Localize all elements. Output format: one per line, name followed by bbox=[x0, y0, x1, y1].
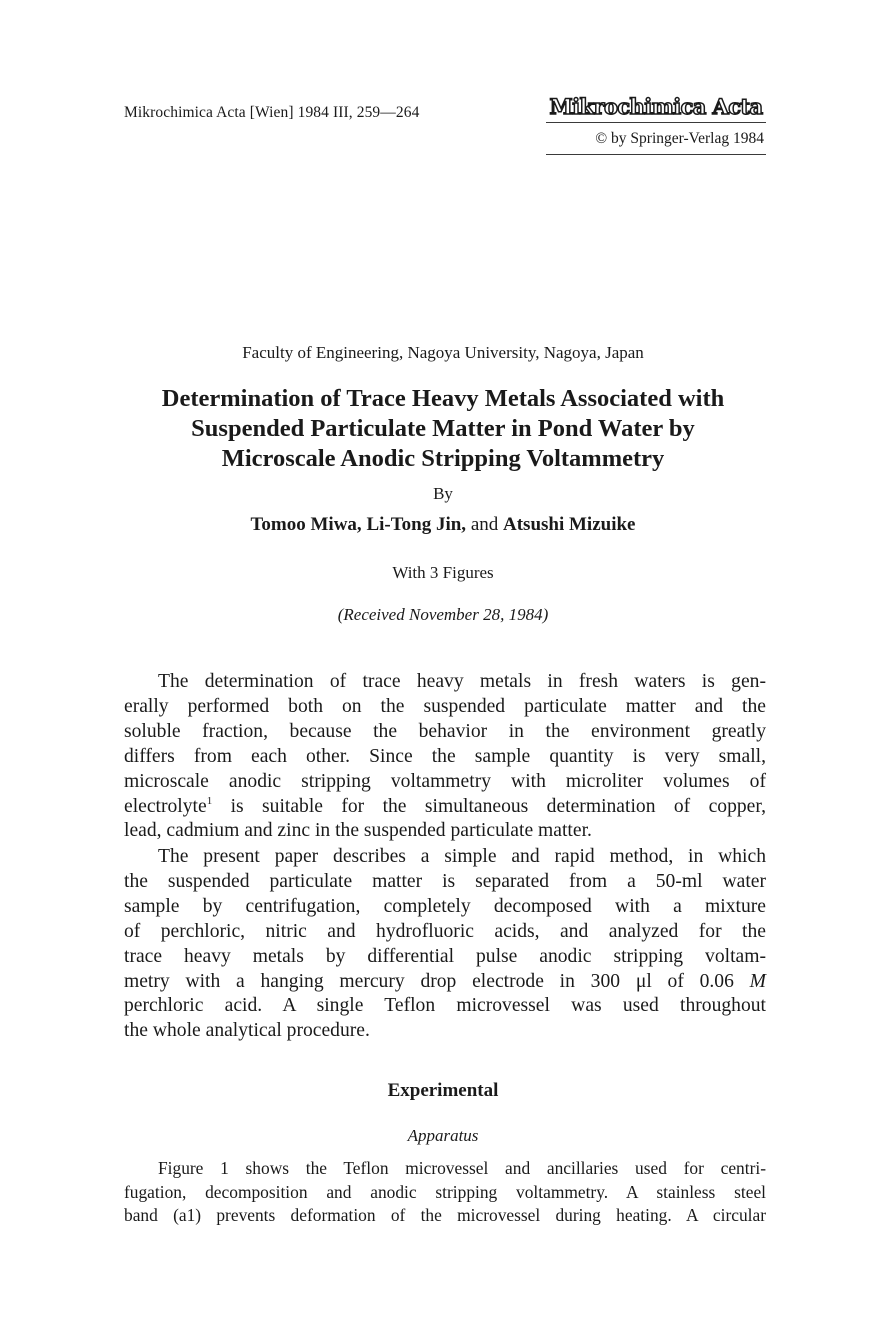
masthead-rule-bottom bbox=[546, 154, 766, 155]
text-line: fugation, decomposition and anodic stripping voltammetry. A stainless steel bbox=[124, 1181, 766, 1202]
text-line: trace heavy metals by differential pulse anodic stripping voltam- bbox=[124, 945, 766, 967]
text-line bbox=[124, 795, 766, 820]
author-affiliation: Faculty of Engineering, Nagoya University, Nagoya, Japan bbox=[242, 343, 644, 362]
masthead bbox=[546, 93, 766, 155]
masthead-rule-top bbox=[546, 122, 766, 123]
text-line: perchloric acid. A single Teflon microvessel was used throughout bbox=[124, 995, 766, 1017]
unit-symbol: M bbox=[749, 970, 766, 992]
received-date: (Received November 28, 1984) bbox=[337, 605, 549, 624]
text-line: the whole analytical procedure. bbox=[124, 1020, 370, 1042]
author-name: Atsushi Mizuike bbox=[503, 514, 636, 535]
title-line: Suspended Particulate Matter in Pond Water by bbox=[191, 415, 695, 442]
text-line: the suspended particulate matter is separated from a 50-ml water bbox=[124, 870, 766, 892]
text-line: band (a1) prevents deformation of the microvessel during heating. A circular bbox=[124, 1205, 766, 1225]
footnote-ref: 1 bbox=[206, 794, 213, 807]
author-name: Tomoo Miwa, bbox=[250, 514, 362, 535]
article-title bbox=[100, 384, 786, 474]
text-line: erally performed both on the suspended particulate matter and the bbox=[124, 695, 766, 717]
text-line: sample by centrifugation, completely decomposed with a mixture bbox=[124, 895, 766, 917]
text-line bbox=[124, 970, 766, 995]
journal-logo: Mikrochimica Acta bbox=[549, 94, 763, 119]
text-line: microscale anodic stripping voltammetry with microliter volumes of bbox=[124, 770, 766, 792]
author-list bbox=[0, 514, 886, 536]
text-run: electrolyte bbox=[124, 795, 207, 817]
intro-paragraph bbox=[124, 845, 766, 1044]
text-line: The determination of trace heavy metals in fresh waters is gen- bbox=[158, 671, 766, 692]
text-line: soluble fraction, because the behavior in the environment greatly bbox=[124, 720, 766, 742]
intro-paragraph bbox=[124, 670, 766, 844]
section-heading: Experimental bbox=[387, 1080, 499, 1101]
journal-citation: Mikrochimica Acta [Wien] 1984 III, 259—264 bbox=[124, 104, 420, 121]
text-run: is suitable for the simultaneous determination of copper, bbox=[212, 795, 766, 817]
text-line: The present paper describes a simple and rapid method, in which bbox=[158, 846, 766, 867]
text-line: lead, cadmium and zinc in the suspended particulate matter. bbox=[124, 820, 592, 842]
copyright-notice: © by Springer-Verlag 1984 bbox=[595, 130, 764, 147]
byline: By bbox=[433, 484, 453, 503]
text-line: Figure 1 shows the Teflon microvessel and ancillaries used for centri- bbox=[158, 1158, 766, 1178]
author-conjunction: and bbox=[470, 514, 499, 535]
author-name: Li-Tong Jin, bbox=[366, 514, 467, 535]
text-run: metry with a hanging mercury drop electrode in 300 μl of 0.06 bbox=[124, 970, 750, 992]
text-line: of perchloric, nitric and hydrofluoric acids, and analyzed for the bbox=[124, 920, 766, 942]
title-line: Determination of Trace Heavy Metals Associated with bbox=[161, 385, 725, 412]
title-line: Microscale Anodic Stripping Voltammetry bbox=[221, 445, 665, 472]
text-line: differs from each other. Since the sample quantity is very small, bbox=[124, 745, 766, 767]
figures-note: With 3 Figures bbox=[392, 563, 494, 582]
apparatus-paragraph bbox=[124, 1157, 766, 1228]
subsection-heading: Apparatus bbox=[407, 1126, 479, 1145]
